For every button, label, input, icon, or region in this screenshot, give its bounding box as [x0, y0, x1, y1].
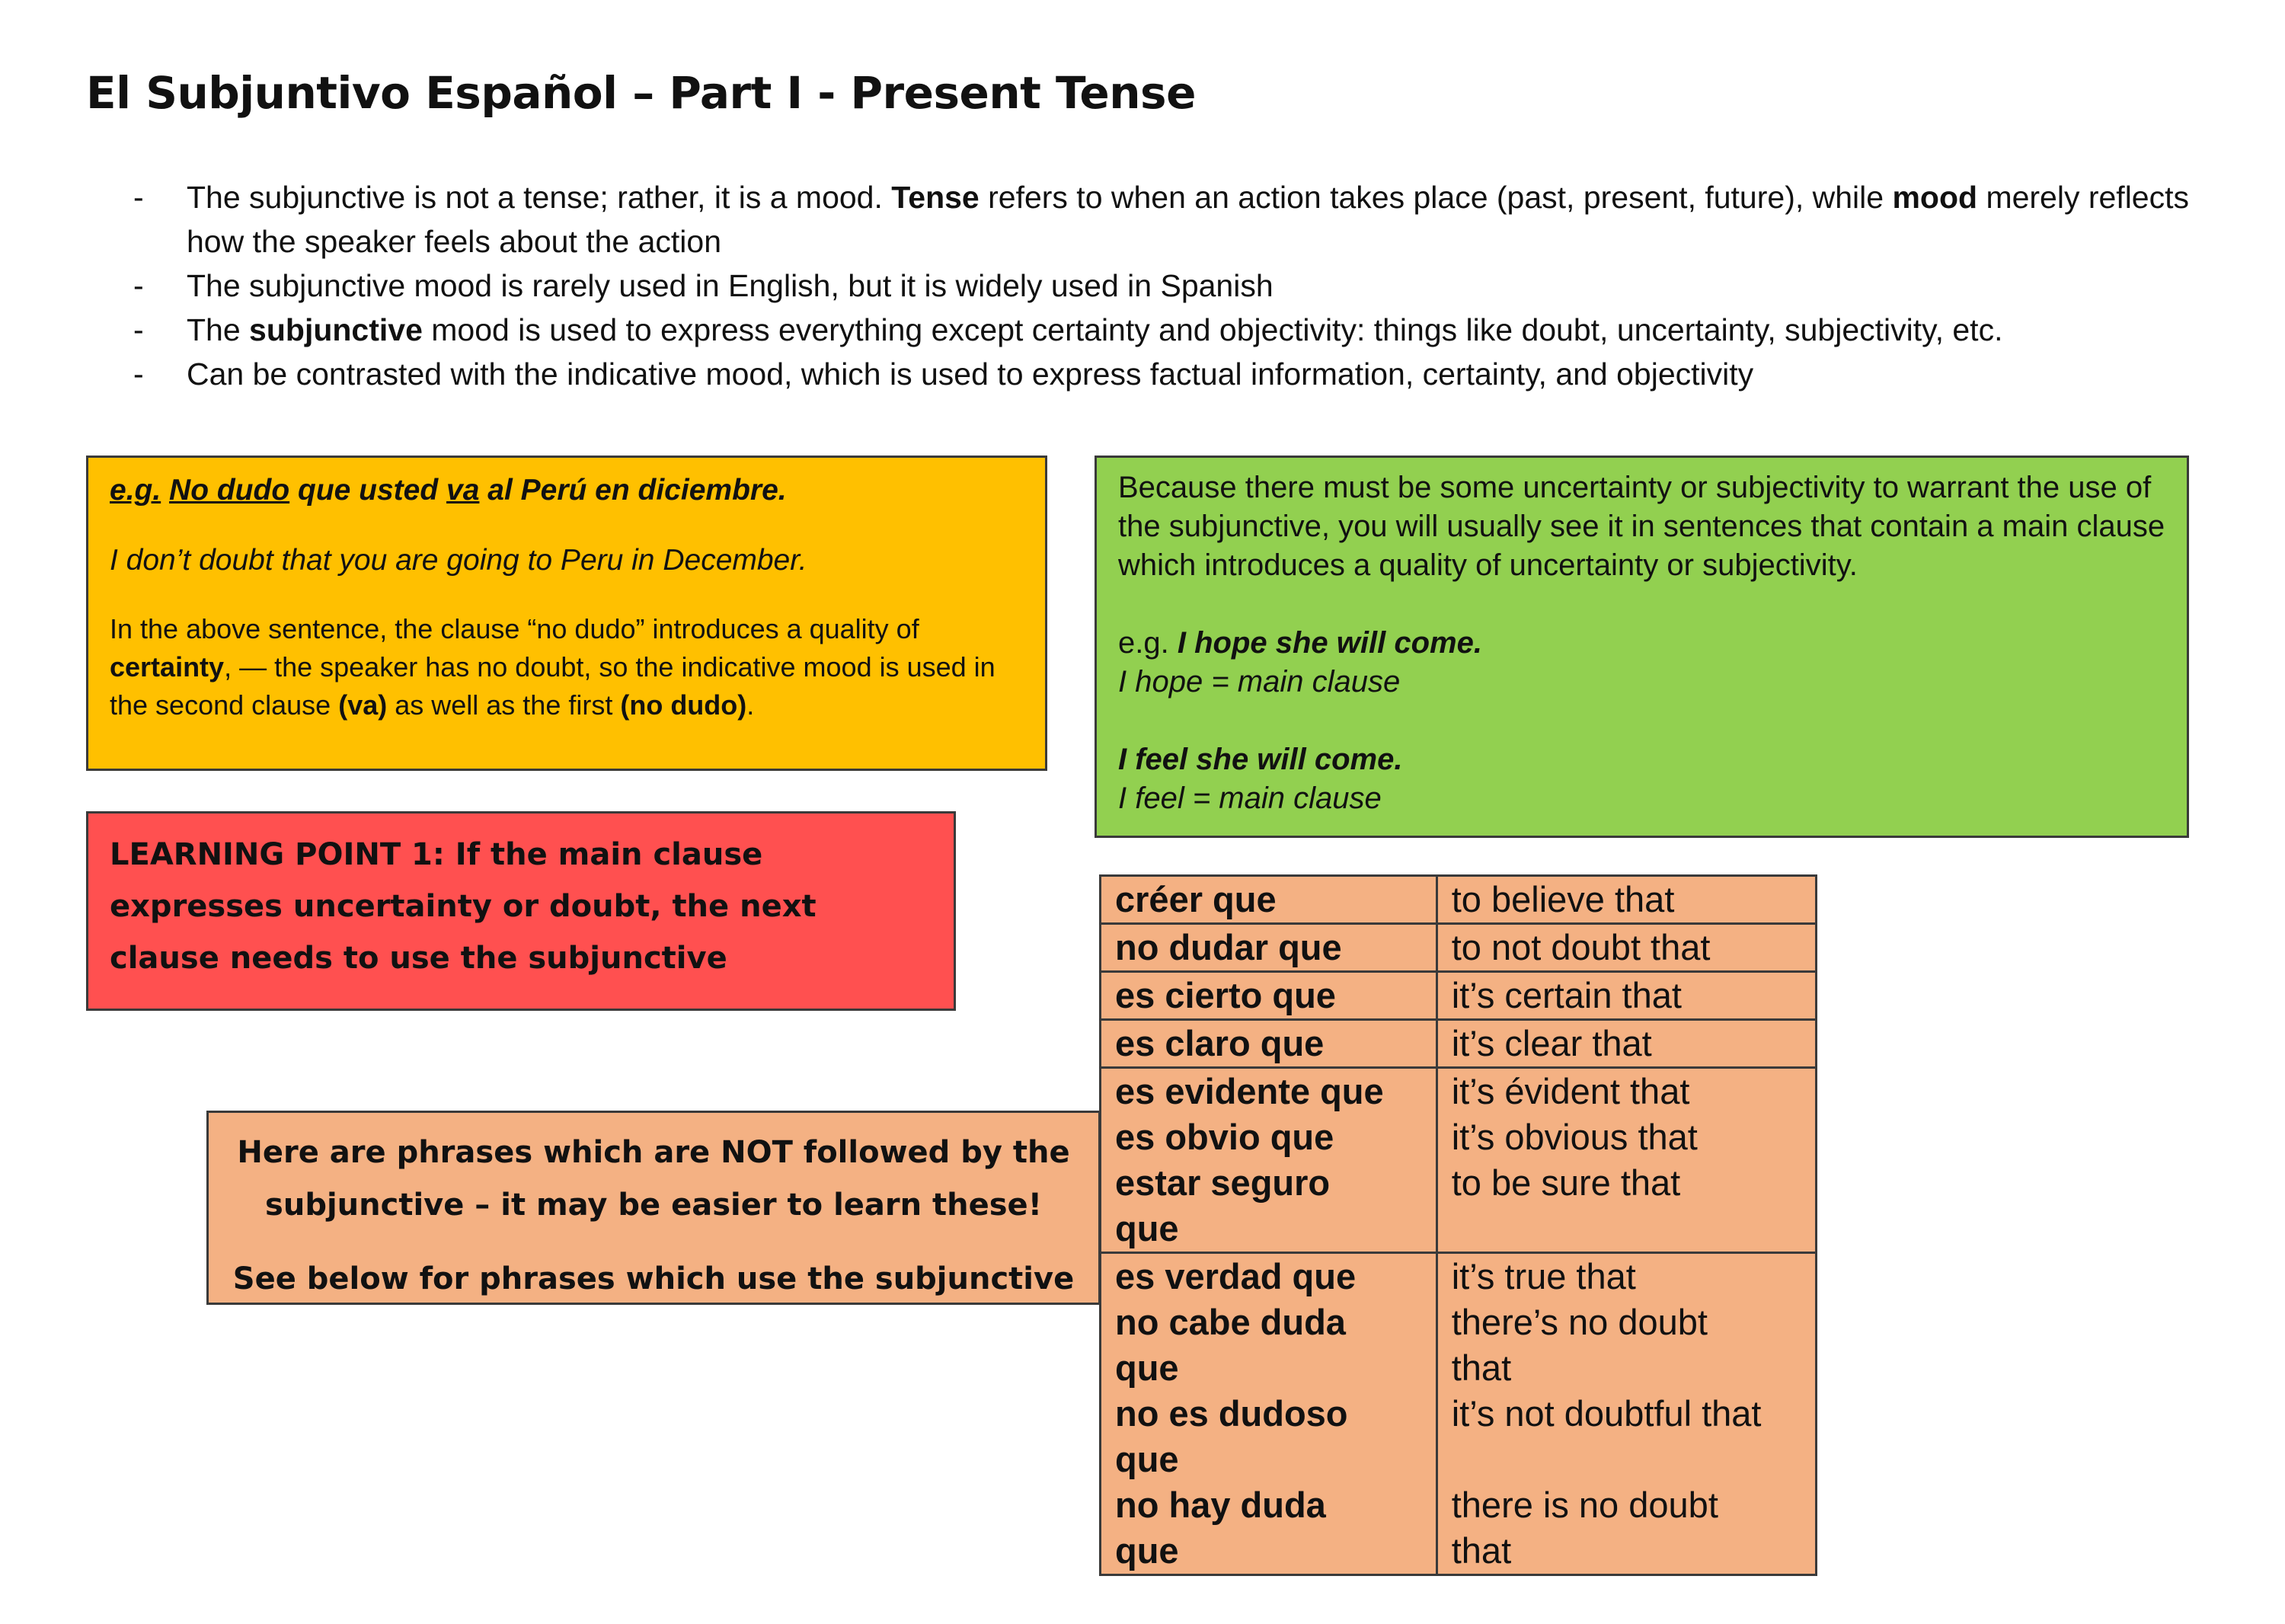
- example-sentence: [110, 472, 1024, 510]
- bullet-item: [133, 264, 2251, 308]
- english-translation-group: [1437, 1068, 1816, 1253]
- explanation-text: .: [746, 689, 755, 721]
- english-translation: that: [1451, 1347, 1512, 1388]
- spanish-phrase: que: [1115, 1347, 1179, 1388]
- bullet-text: merely reflects how the speaker feels about the action: [187, 180, 2189, 259]
- spanish-phrase: no es dudoso: [1115, 1393, 1348, 1434]
- spanish-phrase: que: [1115, 1208, 1179, 1248]
- table-row: [1101, 924, 1817, 972]
- learning-point-text: LEARNING POINT 1: If the main clause expresses uncertainty or doubt, the next clause needs to use the subjunctive: [110, 837, 817, 976]
- spanish-phrase: no hay duda: [1115, 1485, 1326, 1525]
- learning-point-box: [86, 811, 956, 1011]
- spanish-phrase: es claro que: [1101, 1020, 1437, 1068]
- eg-label: e.g.: [1118, 626, 1178, 660]
- note-line-1: Here are phrases which are NOT followed by the subjunctive – it may be easier to learn these!: [237, 1135, 1070, 1223]
- main-clause-note: I feel = main clause: [1118, 782, 1382, 815]
- english-translation: to believe that: [1437, 876, 1816, 924]
- english-translation: it’s évident that: [1451, 1071, 1690, 1111]
- explanation-text: , — the speaker has no doubt, so the indicative mood is used in the second clause: [110, 651, 995, 721]
- table-row: [1101, 1020, 1817, 1068]
- explanation-text: In the above sentence, the clause “no dudo” introduces a quality of: [110, 613, 919, 644]
- bullet-item: [133, 308, 2251, 352]
- bullet-text: The subjunctive is not a tense; rather, it is a mood.: [187, 180, 892, 215]
- subjectivity-explanation-box: [1095, 456, 2189, 838]
- spanish-phrase: es verdad que: [1115, 1256, 1357, 1296]
- bullet-text: The: [187, 312, 250, 347]
- example-part: al Perú en diciembre.: [487, 474, 787, 507]
- explanation-bold: (no dudo): [620, 689, 747, 721]
- english-translation: it’s obvious that: [1451, 1117, 1698, 1157]
- table-row: [1101, 1253, 1817, 1575]
- example-hope: I hope she will come.: [1177, 626, 1482, 660]
- indicative-example-box: [86, 456, 1047, 771]
- spanish-phrase-group: [1101, 1253, 1437, 1575]
- main-clause-note: I hope = main clause: [1118, 665, 1401, 699]
- bullet-text: The subjunctive mood is rarely used in English, but it is widely used in Spanish: [187, 268, 1274, 303]
- eg-label: e.g.: [110, 474, 161, 507]
- bullet-dash: -: [133, 180, 144, 215]
- bullet-bold-term: mood: [1892, 180, 1978, 215]
- english-translation: it’s certain that: [1437, 972, 1816, 1020]
- spanish-phrase: es cierto que: [1101, 972, 1437, 1020]
- spanish-phrase: no cabe duda: [1115, 1302, 1346, 1342]
- spanish-phrase: créer que: [1101, 876, 1437, 924]
- english-translation: it’s true that: [1451, 1256, 1636, 1296]
- table-row: [1101, 876, 1817, 924]
- note-line-2: See below for phrases which use the subjunctive: [232, 1261, 1075, 1296]
- example-explanation: [110, 610, 1024, 724]
- table-row: [1101, 972, 1817, 1020]
- page-title: El Subjuntivo Español – Part I - Present Tense: [86, 67, 1196, 119]
- english-translation-group: [1437, 1253, 1816, 1575]
- explanation-text: as well as the first: [387, 689, 621, 721]
- example-translation: I don’t doubt that you are going to Peru in December.: [110, 544, 807, 577]
- bullet-bold-term: subjunctive: [249, 312, 423, 347]
- explanation-bold: certainty: [110, 651, 225, 683]
- spanish-phrase: estar seguro: [1115, 1162, 1331, 1203]
- spanish-phrase: no dudar que: [1101, 924, 1437, 972]
- bullet-dash: -: [133, 312, 144, 347]
- english-translation: it’s clear that: [1437, 1020, 1816, 1068]
- bullet-item: [133, 175, 2251, 264]
- bullet-dash: -: [133, 356, 144, 392]
- green-example-2: [1118, 740, 2165, 779]
- green-intro: Because there must be some uncertainty or subjectivity to warrant the use of the subjunctive, you will usually see it in sentences that contain a main clause which introduces a quality of uncertainty or subjectivity.: [1118, 471, 2165, 582]
- english-translation: that: [1451, 1530, 1512, 1571]
- table-row: [1101, 1068, 1817, 1253]
- spanish-phrase: es obvio que: [1115, 1117, 1334, 1157]
- spanish-phrase: es evidente que: [1115, 1071, 1384, 1111]
- green-example-1: [1118, 624, 2165, 663]
- intro-bullet-list: [133, 175, 2251, 396]
- main-clause-no-dudo: No dudo: [169, 474, 290, 507]
- bullet-text: Can be contrasted with the indicative mood, which is used to express factual information, certainty, and objectivity: [187, 356, 1754, 392]
- green-example-1-note: [1118, 663, 2165, 702]
- spanish-phrase: que: [1115, 1439, 1179, 1479]
- bullet-text: mood is used to express everything except certainty and objectivity: things like doubt, uncertainty, subjectivity, etc.: [422, 312, 2003, 347]
- bullet-item: [133, 352, 2251, 396]
- bullet-dash: -: [133, 268, 144, 303]
- english-translation: there’s no doubt: [1451, 1302, 1708, 1342]
- not-subjunctive-note-box: [206, 1111, 1101, 1305]
- english-translation: there is no doubt: [1451, 1485, 1718, 1525]
- example-part: que usted: [298, 474, 439, 507]
- bullet-text: refers to when an action takes place (past, present, future), while: [979, 180, 1893, 215]
- spanish-phrase: que: [1115, 1530, 1179, 1571]
- spanish-phrase-group: [1101, 1068, 1437, 1253]
- bullet-bold-term: Tense: [891, 180, 980, 215]
- phrase-table: [1099, 874, 1817, 1576]
- english-translation: it’s not doubtful that: [1451, 1393, 1762, 1434]
- english-translation: to be sure that: [1451, 1162, 1681, 1203]
- verb-va: va: [446, 474, 480, 507]
- green-example-2-note: [1118, 779, 2165, 818]
- example-feel: I feel she will come.: [1118, 743, 1403, 776]
- english-translation: to not doubt that: [1437, 924, 1816, 972]
- blank-line: [1452, 1437, 1801, 1482]
- explanation-bold: (va): [338, 689, 388, 721]
